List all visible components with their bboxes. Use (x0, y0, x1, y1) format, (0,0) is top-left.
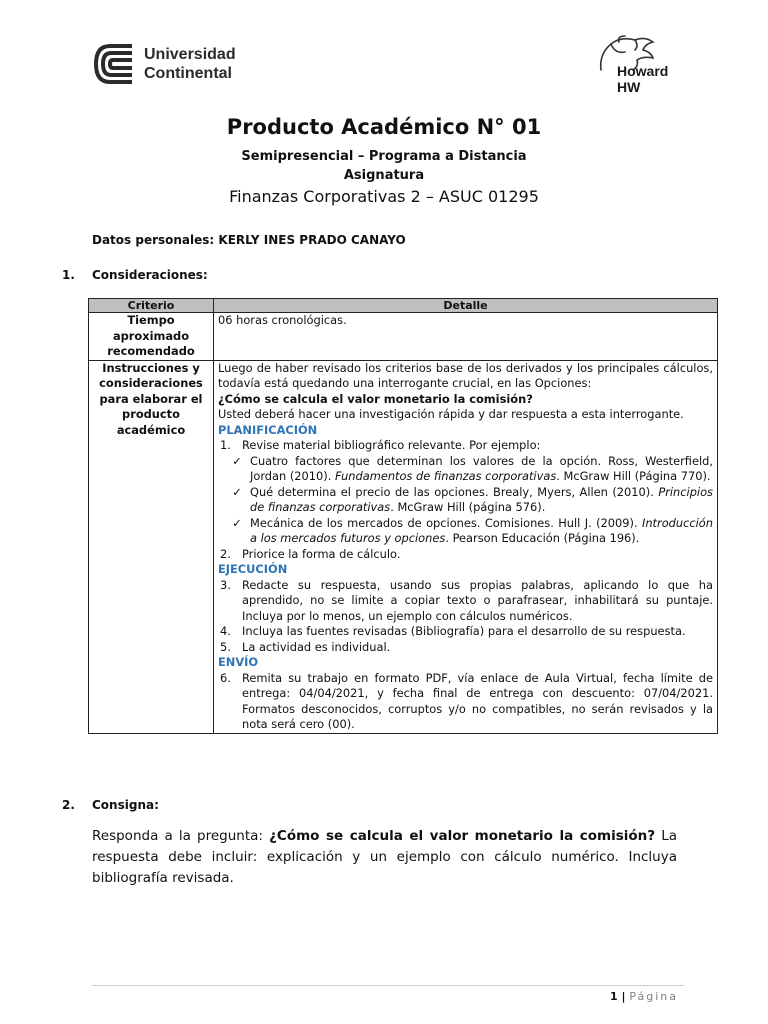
ejecucion-heading: EJECUCIÓN (218, 562, 288, 576)
list-text: La actividad es individual. (242, 639, 391, 654)
detalle-cell: 06 horas cronológicas. (214, 313, 718, 361)
list-number: 4. (220, 624, 231, 638)
reference-text (250, 485, 713, 516)
consigna-post: La respuesta debe incluir: explicación y un ejemplo con cálculo numérico. Incluya bibliografía revisada. (92, 828, 678, 886)
personal-data: Datos personales: KERLY INES PRADO CANAYO (92, 233, 406, 247)
list-text: Incluya las fuentes revisadas (Bibliografía) para el desarrollo de su respuesta. (242, 624, 686, 638)
section2-title: Consigna: (92, 798, 159, 812)
reference-text-a: Cuatro factores que determinan los valores de la opción. Ross, Westerfield, Jordan (2010). (250, 453, 713, 483)
list-item (218, 547, 713, 563)
page-number: 1 (610, 990, 618, 1003)
reference-text-c: . McGraw Hill (Página 770). (556, 469, 711, 483)
list-item (218, 671, 713, 733)
list-item (218, 624, 713, 640)
brand-name: Howard HW (617, 63, 669, 95)
criterio-cell: Instrucciones y consideraciones para elaborar el producto académico (89, 360, 214, 733)
list-text: Revise material bibliográfico relevante. Por ejemplo: (242, 438, 541, 452)
reference-book-title: Introducción a los mercados futuros y opciones (250, 515, 713, 545)
reference-item (218, 454, 713, 485)
header-detalle: Detalle (214, 299, 718, 313)
list-number: 5. (220, 639, 231, 654)
reference-item (218, 516, 713, 547)
page-label: Página (629, 990, 678, 1003)
table-row (89, 313, 718, 361)
reference-text (250, 454, 713, 485)
reference-text (250, 516, 713, 547)
university-name-line1: Universidad (144, 46, 236, 63)
consigna-pre: Responda a la pregunta: (92, 828, 270, 844)
key-question: ¿Cómo se calcula el valor monetario la comisión? (218, 391, 533, 406)
list-item (218, 438, 713, 454)
footer-divider (92, 985, 684, 986)
reference-text-c: . Pearson Educación (Página 196). (445, 531, 640, 545)
envio-heading: ENVÍO (218, 655, 259, 669)
page-separator: | (617, 990, 630, 1003)
criteria-table (88, 298, 718, 734)
document-subtitle: Semipresencial – Programa a Distancia (241, 149, 527, 164)
consigna-paragraph (92, 826, 677, 889)
list-text: Redacte su respuesta, usando sus propias palabras, aplicando lo que ha aprendido, no se limite a copiar texto o parafrasear, inhabilitará su puntaje. Incluya por lo menos, un ejemplo con cálculos numéricos. (242, 577, 713, 623)
list-text: Remita su trabajo en formato PDF, vía enlace de Aula Virtual, fecha límite de entrega: 04/04/2021, y fecha final de entrega con descuento: 07/04/2021. Formatos desconocidos, corruptos y/o no compatibles, no serán revisados y la nota será cero (00). (242, 670, 713, 731)
header-criterio: Criterio (89, 299, 214, 313)
reference-text-c: . McGraw Hill (página 576). (390, 500, 546, 514)
reference-text-a: Qué determina el precio de las opciones. Brealy, Myers, Allen (2010). (250, 484, 659, 499)
detalle-cell (214, 360, 718, 733)
section1-title: Consideraciones: (92, 268, 208, 282)
check-icon: ✓ (232, 453, 242, 468)
university-name-line2: Continental (144, 65, 232, 82)
table-header-row (89, 299, 718, 313)
check-icon: ✓ (232, 515, 242, 530)
list-number: 1. (220, 438, 231, 452)
list-number: 2. (220, 546, 231, 561)
university-logo (92, 42, 262, 86)
reference-text-a: Mecánica de los mercados de opciones. Comisiones. Hull J. (2009). (250, 515, 642, 530)
list-text: Priorice la forma de cálculo. (242, 546, 401, 561)
document-title: Producto Académico N° 01 (226, 115, 542, 139)
criterio-cell: Tiempo aproximado recomendado (89, 313, 214, 361)
university-logo-icon (92, 42, 138, 86)
intro-text: Luego de haber revisado los criterios base de los derivados y los principales cálculos, todavía está quedando una interrogante crucial, en las Opciones: (218, 360, 713, 390)
check-icon: ✓ (232, 484, 242, 499)
planificacion-heading: PLANIFICACIÓN (218, 422, 318, 437)
reference-item (218, 485, 713, 516)
consigna-question: ¿Cómo se calcula el valor monetario la comisión? (269, 828, 656, 844)
section1-number: 1. (62, 268, 75, 282)
section2-number: 2. (62, 798, 75, 812)
course-name: Finanzas Corporativas 2 – ASUC 01295 (229, 187, 539, 206)
table-row (89, 360, 718, 733)
list-number: 6. (220, 670, 231, 685)
brand-logo (585, 34, 685, 95)
reference-book-title: Fundamentos de finanzas corporativas (334, 469, 557, 483)
page-footer (560, 990, 678, 1003)
asignatura-label: Asignatura (343, 168, 425, 183)
reference-book-title: Principios de finanzas corporativas (250, 484, 713, 514)
list-item (218, 640, 713, 656)
list-item (218, 578, 713, 625)
investigate-text: Usted deberá hacer una investigación rápida y dar respuesta a esta interrogante. (218, 407, 684, 421)
list-number: 3. (220, 577, 231, 592)
